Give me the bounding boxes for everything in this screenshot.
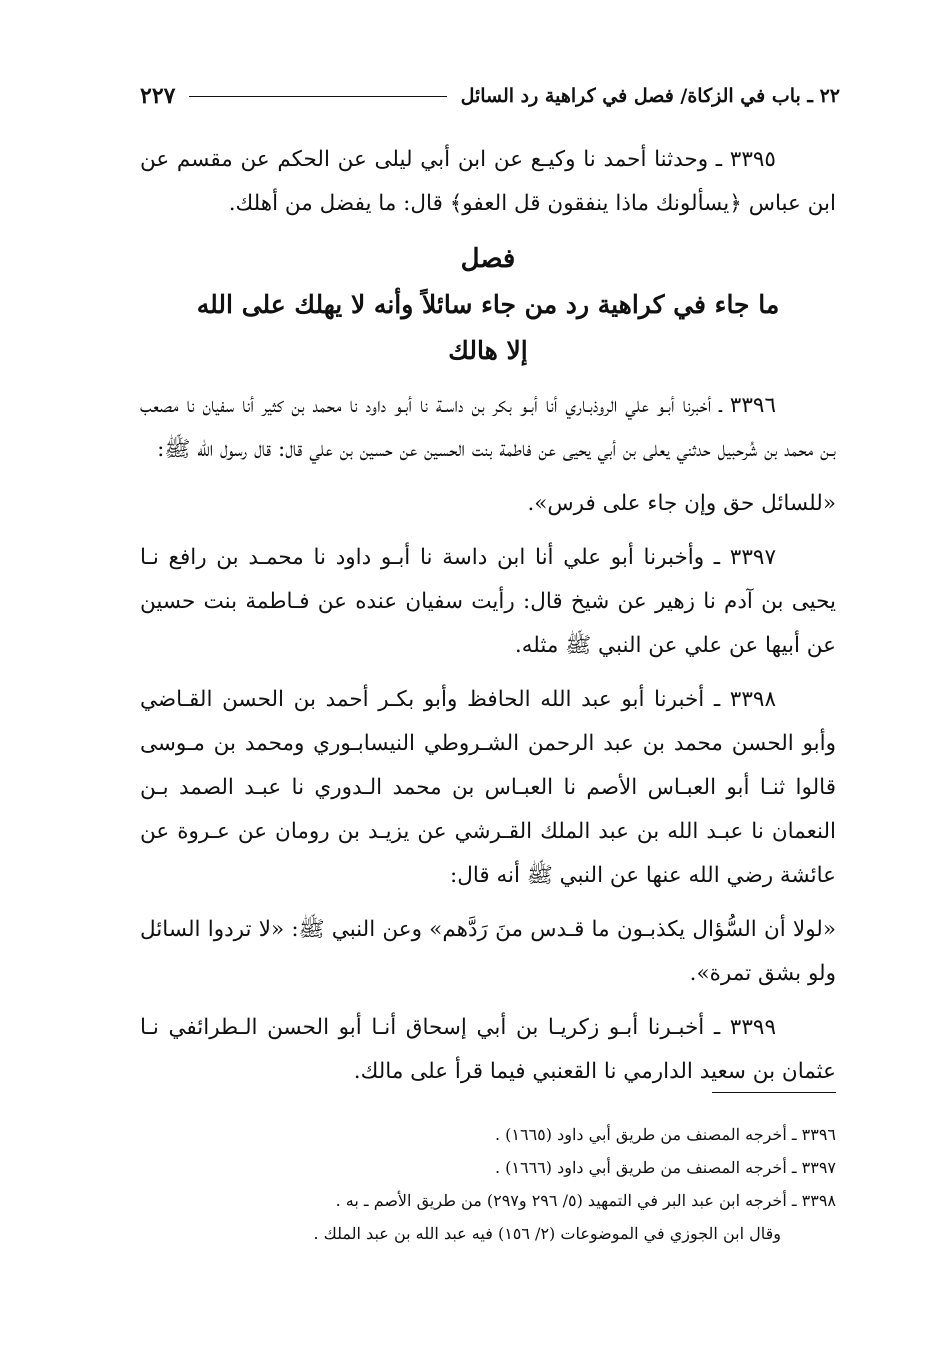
text-line: ٣٣٩٩ ـ أخبـرنا أبـو زكريـا بن أبي إسحاق أنـا أبو الحسن الـطرائفي نـا (140, 1015, 776, 1040)
footnotes (140, 1118, 836, 1250)
text-line: النعمان نا عبـد الله بن عبد الملك القـرشي عن يزيـد بن رومان عن عـروة عن (140, 819, 836, 844)
text-line: عن ابن عباس ﴿يسألونك ماذا ينفقون قل العفو﴾ قال: ما يفضل من أهلك. (140, 147, 836, 216)
hadith-3396 (140, 384, 836, 472)
hadith-3395 (140, 138, 836, 226)
text-line: قالوا ثنـا أبو العبـاس الأصم نا العبـاس بن محمد الـدوري نا عبـد الصمد بـن (140, 775, 836, 800)
text-line: وأبو الحسن محمد بن عبد الرحمن الشـروطي النيسابـوري ومحمد بن مـوسى (140, 731, 836, 756)
footnote-3398-continued: وقال ابن الجوزي في الموضوعات (٢/ ١٥٦) فيه عبد الله بن عبد الملك . (313, 1224, 781, 1243)
section-heading (140, 236, 836, 374)
hadith-3396-quote: «للسائل حق وإن جاء على فرس». (527, 491, 836, 516)
hadith-3398-quote (140, 908, 836, 996)
section-title-line-1: ما جاء في كراهية رد من جاء سائلاً وأنه لا يهلك على الله (196, 290, 780, 319)
text-line: السائل ولو بشق تمرة». (140, 917, 836, 986)
hadith-3398 (140, 678, 836, 898)
footnote-3398: ٣٣٩٨ ـ أخرجه ابن عبد البر في التمهيد (٥/ ٢٩٦ و٢٩٧) من طريق الأصم ـ به . (335, 1191, 836, 1210)
main-text (140, 138, 836, 1104)
text-line: ٣٣٩٥ ـ وحدثنا أحمد نا وكيـع عن ابن أبي ليلى عن الحكم عن مقسم (176, 147, 776, 172)
hadith-3399 (140, 1006, 836, 1094)
page-number: ٢٢٧ (140, 83, 176, 109)
text-line: يحيى بن آدم نا زهير عن شيخ قال: رأيت سفيان عنده عن فـاطمة بنت حسين (140, 589, 836, 614)
text-line: عائشة رضي الله عنها عن النبي ﷺ أنه قال: (449, 863, 836, 888)
header-rule (189, 96, 446, 97)
running-header (140, 78, 840, 114)
hadith-3397 (140, 536, 836, 668)
section-title-line-2: إلا هالك (448, 336, 528, 365)
section-label: فصل (460, 244, 516, 274)
footnote-3396: ٣٣٩٦ ـ أخرجه المصنف من طريق أبي داود (١٦٦٥) . (494, 1125, 836, 1144)
text-line: ٣٣٩٨ ـ أخبرنا أبو عبد الله الحافظ وأبو بكـر أحمد بن الحسن القـاضي (140, 687, 776, 712)
text-line: ٣٣٩٦ ـ أخبرنا أبـو علي الروذبـاري أنا أبـو بكر بن داسـة نا أبـو داود نا (349, 393, 776, 418)
text-line: عثمان بن سعيد الدارمي نا القعنبي فيما قرأ على مالك. (353, 1059, 836, 1084)
chapter-title: ٢٢ ـ باب في الزكاة/ فصل في كراهية رد السائل (460, 85, 840, 107)
footnote-3397: ٣٣٩٧ ـ أخرجه المصنف من طريق أبي داود (١٦٦٦) . (494, 1158, 836, 1177)
text-line: «لولا أن السُّؤال يكذبـون ما قـدس منَ رَدَّهم» وعن النبي ﷺ: «لا تردوا (207, 917, 837, 942)
text-line: عن أبيها عن علي عن النبي ﷺ مثله. (514, 633, 836, 658)
text-line: يحيى عن فاطمة بنت الحسين عن حسين بن علي قال: قال رسول الله ﷺ: (157, 437, 591, 462)
text-line: محمد بن كثير أنا سفيان نا مصعب بـن محمد بن شُرحبيل حدثني يعلى بن أبي (140, 393, 836, 462)
text-line: ٣٣٩٧ ـ وأخبرنا أبو علي أنا ابن داسة نا أبـو داود نا محمـد بن رافع نـا (140, 545, 776, 570)
footnote-rule (712, 1092, 836, 1093)
